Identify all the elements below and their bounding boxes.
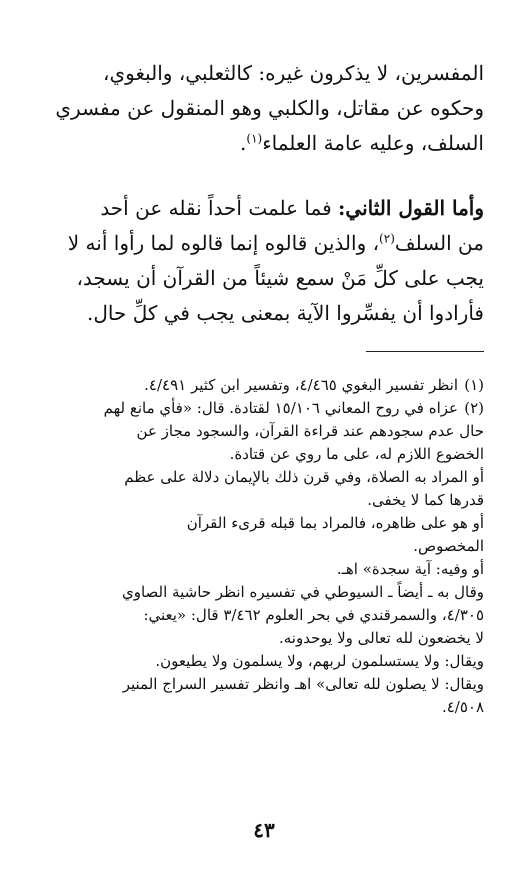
footnote-1 xyxy=(44,374,484,397)
footnote-text: أو وفيه: آية سجدة» اهـ. xyxy=(336,560,484,578)
text-line xyxy=(44,226,484,261)
footnote-ref-2[interactable]: (٢) xyxy=(379,231,395,246)
footnote-text: ويقال: لا يصلون لله تعالى» اهـ وانظر تفسير السراج المنير xyxy=(122,675,484,693)
footnotes xyxy=(44,374,484,719)
footnote-text: لا يخضعون لله تعالى ولا يوحدونه. xyxy=(279,629,484,647)
section-heading: وأما القول الثاني: xyxy=(338,196,484,220)
page-number: ٤٣ xyxy=(253,818,275,842)
footnote-text: ٤/٥٠٨. xyxy=(441,698,484,716)
text-segment: ، والذين قالوه إنما قالوه لما رأوا أنه لا xyxy=(67,231,380,255)
footnote-text: ويقال: ولا يستسلمون لربهم، ولا يسلمون ولا يطيعون. xyxy=(155,652,484,670)
footnote-text: الخضوع اللازم له، على ما روي عن قتادة. xyxy=(229,445,484,463)
footnote-divider xyxy=(366,351,484,352)
text-line: فأرادوا أن يفسِّروا الآية بمعنى يجب في كلِّ حال. xyxy=(87,301,484,325)
footnote-text: ٤/٣٠٥، والسمرقندي في بحر العلوم ٣/٤٦٢ قال: «يعني: xyxy=(143,606,484,624)
footnote-number: (١) xyxy=(464,376,484,394)
text-line: وحكوه عن مقاتل، والكلبي وهو المنقول عن مفسري xyxy=(55,96,484,120)
text-segment: فما علمت أحداً نقله عن أحد xyxy=(100,196,339,220)
footnote-text: أو المراد به الصلاة، وفي قرن ذلك بالإيمان دلالة على عظم xyxy=(124,468,484,486)
page-content xyxy=(44,56,484,719)
text-line xyxy=(44,126,484,161)
footnote-text: قدرها كما لا يخفى. xyxy=(367,491,484,509)
text-line: يجب على كلِّ مَنْ سمع شيئاً من القرآن أن يسجد، xyxy=(76,266,484,290)
footnote-ref-1[interactable]: (١) xyxy=(246,131,263,146)
text-segment: السلف، وعليه عامة العلماء xyxy=(262,131,484,155)
text-segment: . xyxy=(240,131,247,155)
footnote-text: حال عدم سجودهم عند قراءة القرآن، والسجود مجاز عن xyxy=(136,422,484,440)
footnote-text: عزاه في روح المعاني ١٥/١٠٦ لقتادة. قال: «فأي مانع لهم xyxy=(103,399,458,417)
footnote-2 xyxy=(44,397,484,420)
text-line: المفسرين، لا يذكرون غيره: كالثعلبي، والبغوي، xyxy=(103,61,484,85)
text-segment: من السلف xyxy=(394,231,484,255)
footnote-text: وقال به ـ أيضاً ـ السيوطي في تفسيره انظر حاشية الصاوي xyxy=(121,583,484,601)
footnote-number: (٢) xyxy=(464,399,484,417)
paragraph-1 xyxy=(44,56,484,161)
paragraph-2 xyxy=(44,191,484,331)
footnote-text: المخصوص. xyxy=(413,537,484,555)
footnote-text: أو هو على ظاهره، فالمراد بما قبله قرىء القرآن xyxy=(186,514,484,532)
footnote-text: انظر تفسير البغوي ٤/٤٦٥، وتفسير ابن كثير ٤/٤٩١. xyxy=(144,376,458,394)
text-line xyxy=(44,191,484,226)
